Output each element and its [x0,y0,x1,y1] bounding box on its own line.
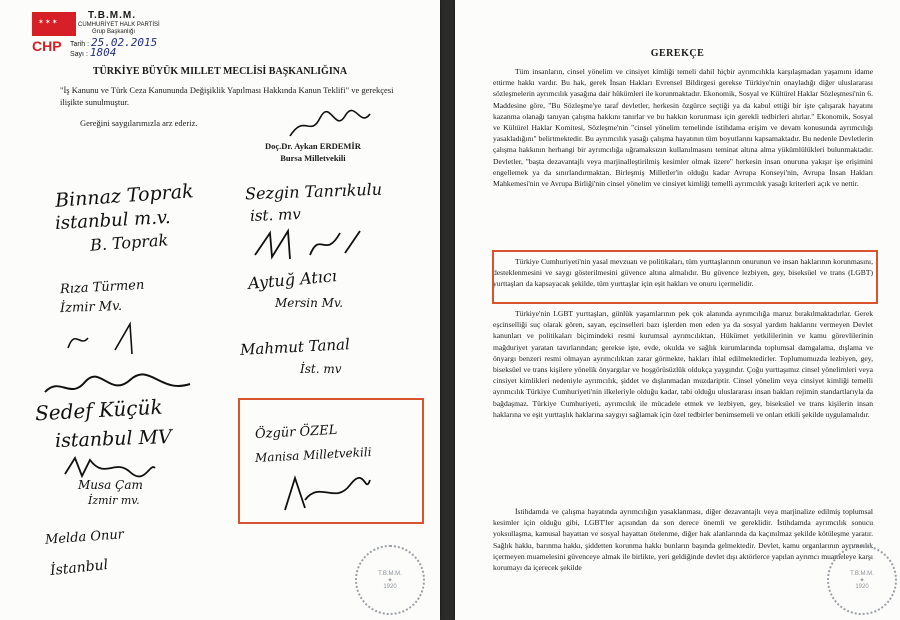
left-document-page [0,0,440,620]
closing-line: Gereğini saygılarımızla arz ederiz. [80,118,198,128]
document-heading: TÜRKİYE BÜYÜK MILLET MECLİSİ BAŞKANLIĞINA [92,66,348,77]
signature-mahmut-city: İst. mv [300,362,342,376]
group-office: Grup Başkanlığı [92,29,136,35]
signature-sezgin-city: ist. mv [249,205,302,225]
official-seal-stamp-right: T.B.M.M. ✦ 1920 [827,545,897,615]
signature-ozgur-name: Özgür ÖZEL [254,422,338,443]
signature-binnaz-name: Binnaz Toprak [54,180,195,212]
author-block [265,140,361,164]
signature-ozgur-title: Manisa Milletvekili [254,444,372,466]
party-name: CUMHURİYET HALK PARTİSİ [78,22,160,28]
signature-binnaz-city: istanbul m.v. [54,206,172,235]
justification-paragraph-4: İstihdamda ve çalışma hayatında ayrımcılığın yasaklanması, diğer dezavantajlı veya marjinalize edilmiş toplumsal kesimler için olduğu gibi, LGBT'ler açısından da son derece önemli ve gereklidir. İstihdamda ayrımcılık sonucu yoksullaşma, kamusal hayattan ve sosyal hayattan ötelenme, diğer hak alanlarında da kaçınılmaz şekilde kötüleşme yaratır. Sağlık hakkı, barınma hakkı, şiddetten korunma hakkı bunların başında gelmektedir. Devlet, kamu organlarının ayrımcılık içermeyen muamelesini güvenceye almak ile birlikte, yeri geldiğinde devlet dışı aktörlerce yapılan ayrımcı muameleye karşı korumayı da içerecek şekilde [493,507,873,573]
tbmm-stamp-title: T.B.M.M. [88,10,136,21]
signature-musa-name: Musa Çam [78,478,143,492]
date-row: Tarih : 25.02.2015 [70,36,158,49]
author-title: Bursa Milletvekili [280,153,346,163]
justification-paragraph-2: Türkiye Cumhuriyeti'nin yasal mevzuatı ve politikaları, tüm yurttaşlarının onurunun ve insan haklarının korunmasını, desteklenmesini ve saygı gösterilmesini güvence altına almalıdır. Bu güvence lezbiyen, gey, biseksüel ve trans (LGBT) yurttaşları da kapsayacak şekilde, tüm yurttaşlar için eşit hakları ve onuru içermelidir. [493,257,873,289]
number-value: 1804 [89,46,117,59]
number-row: Sayı : 1804 [70,46,117,59]
signature-sezgin-name: Sezgin Tanrıkulu [244,179,383,204]
chp-logo: ✶✶✶ CHP [32,12,76,52]
erdemir-signature [285,108,375,140]
signature-binnaz-initials: B. Toprak [89,230,169,255]
signature-aytug-name: Aytuğ Atıcı [247,266,338,293]
signature-sedef-city: istanbul MV [54,425,173,453]
official-seal-stamp: T.B.M.M. ✦ 1920 [355,545,425,615]
intro-paragraph: "İş Kanunu ve Türk Ceza Kanununda Değişiklik Yapılması Hakkında Kanun Teklifi" ve gerekçesi ilişikte sunulmuştur. [60,85,394,107]
signature-melda-city: İstanbul [49,557,109,579]
signature-sedef-name: Sedef Küçük [34,394,164,426]
date-value: 25.02.2015 [91,36,158,49]
signature-mahmut-name: Mahmut Tanal [239,335,351,359]
sezgin-signature-scribble [250,225,370,265]
signature-riza-city: İzmir Mv. [59,298,123,317]
justification-heading: GEREKÇE [650,48,705,59]
justification-paragraph-3: Türkiye'nin LGBT yurttaşları, günlük yaşamlarının pek çok alanında ayrımcılığa maruz bırakılmaktadırlar. Gerek eşcinselliği suç olarak gören, sayan, eşcinselleri bazı işlerden men eden ya da sosyal yardım haklarını vermeyen Devlet kanunları ve politikaları biçimindeki resmi kurumsal ayrımcılıktan, Hükümet yetkililerinin ve kamu görevlilerinin mağduriyet yaratan tavırlarından; gerekse işte, evde, okulda ve sağlık kurumlarında toplumsal damgalama, dışlama ve önyargı benzeri resmi olmayan ayrımcılıktan zarar görmekte, hakları ihlal edilmektedirler. Toplumumuzda lezbiyen, gey, biseksüel ve trans kişilere yönelik önyargılar ve hoşgörüsüzlük oldukça yaygındır. Çoğu yurttaşımız cinsel yönelimleri veya cinsiyet kimlikleri nedeniyle ayrımcılık, şiddet ve dışlanmadan muzdariptir. Cinsel yönelim veya cinsiyet kimliği temelli ayrımcılık Türkiye Cumhuriyeti'nin ilkeleriyle olduğu kadar, tabi olduğu uluslararası insan hakları rejimin standartlarıyla da bağdaşmaz. Türkiye Cumhuriyeti, ayrımcılık ile mücadele etmek ve lezbiyen, gey, biseksüel ve trans kişilerin insan haklarına ve eşit yurttaşlık haklarına saygıyı sağlamak için özel tedbirler benimsemeli ve onları etkili şekilde uygulamalıdır. [493,309,873,419]
right-document-page [455,0,900,620]
signature-riza-name: Rıza Türmen [59,277,145,298]
riza-signature-scribble [60,318,150,358]
signature-aytug-city: Mersin Mv. [275,296,344,310]
justification-paragraph-1: Tüm insanların, cinsel yönelim ve cinsiyet kimliği temeli dahil hiçbir ayrımcılıkla karşılaşmadan yaşamını idame ettirme hakkı vardır. Bu hak, gerek İnsan Hakları Evrensel Bildirgesi gerekse Türkiye'nin onayladığı diğer uluslararası sözleşmelerin ayrımcılık yasağına dair hükümleri ile korunmaktadır. Ekonomik, Sosyal ve Kültürel Haklar Sözleşmesi'nin 6. Maddesine göre, "Bu Sözleşme'ye taraf devletler, herkesin özgürce seçtiği ya da kabul ettiği bir işte çalışarak hayatını kazanma olanağı tanıyan çalışma hakkını tanırlar ve bu hakkın korunması için gerekli tedbirleri alırlar." Ekonomik, Sosyal ve Kültürel Haklar Komitesi, Sözleşme'nin "cinsel yönelim temelinde istihdama erişim ve devam konusunda ayrımcılığı yasakladığını" belirtmektedir. Bu ayrımcılık yasağı çalışma hayatının tüm boyutlarını kapsamaktadır. Bu nedenle Devletlerin çalışma hakkının herhangi bir ayrımcılığa uğramaksızın kullanılmasını teminat altına alma yükümlülükleri bulunmaktadır. Devletler, "başta dezavantajlı veya marjinalleştirilmiş kesimler olmak üzere" herkesin insan onuruna yakışır işe erişimini engellemek ya da sınırlandırmaktan. Birleşmiş Milletler'in olduğu kadar Avrupa Konseyi'nin, Avrupa İnsan Hakları Mahkemesi'nin ve Avrupa Birliği'nin cinsel yönelim ve cinsiyet kimliği temelli ayrımcılık yasağı kriterleri açık ve nettir. [493,67,873,189]
highlight-box-paragraph [492,250,878,304]
signature-musa-city: İzmir mv. [88,494,140,507]
author-name: Doç.Dr. Aykan ERDEMİR [265,141,361,151]
signature-melda-name: Melda Onur [44,527,125,548]
ozgur-signature-scribble [275,470,375,515]
